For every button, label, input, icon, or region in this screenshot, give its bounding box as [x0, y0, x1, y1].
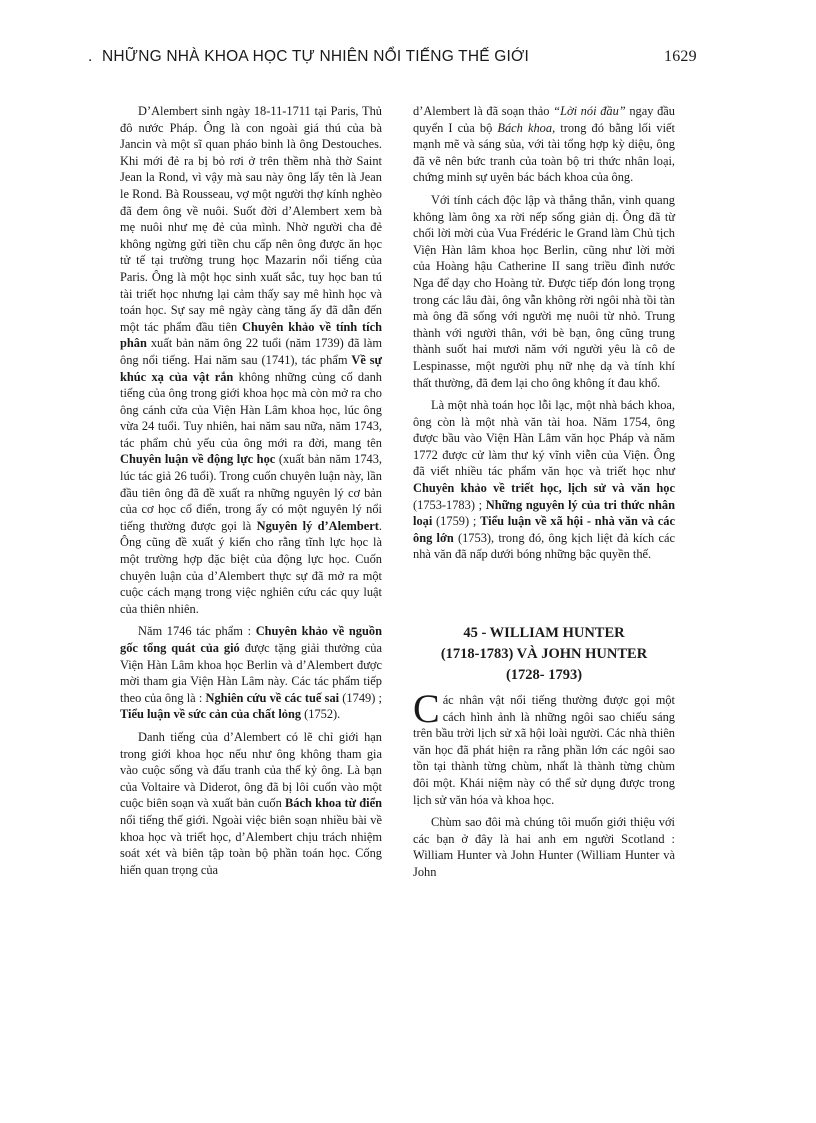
text-run: (1749) ;: [339, 690, 382, 705]
work-title: Chuyên khảo về triết học, lịch sử và văn học: [413, 481, 675, 496]
section-heading-line: 45 - WILLIAM HUNTER: [463, 625, 625, 642]
work-title: Chuyên luận về động lực học: [120, 452, 276, 467]
text-run: được tặng giải thưởng của Viện Hàn Lâm khoa học Berlin và d’Alembert được mời tham gia Viện Hàn Lâm này. Các tác phẩm tiếp theo của ông là :: [120, 641, 382, 705]
paragraph-literature: [413, 397, 675, 563]
work-title: Bách khoa từ điển: [285, 796, 382, 811]
section-heading-line: (1718-1783) VÀ JOHN HUNTER: [440, 646, 648, 663]
principle-name: Nguyên lý d’Alembert: [256, 518, 379, 533]
work-title: Chuyên khảo về nguồn gốc tổng quát của gió: [120, 624, 382, 655]
italic-title: “Lời nói đầu”: [553, 104, 626, 118]
text-run: Năm 1746 tác phẩm :: [138, 624, 256, 639]
text-run: không những củng cố danh tiếng của ông trong giới khoa học mà còn mở ra cho ông cánh cửa của Viện Hàn Lâm khoa học, lúc ông vừa 24 tuổi. Tuy nhiên, hai năm sau nữa, năm 1743, tác phẩm chủ yếu của ông mới ra đời, mang tên: [120, 369, 382, 450]
section-heading-line: (1728- 1793): [505, 667, 583, 684]
right-column: [413, 103, 675, 887]
work-title: Chuyên khảo về tính tích phân: [120, 319, 382, 351]
text-run: . Ông cũng đề xuất ý kiến cho rằng tĩnh lực học là một trường hợp đặc biệt của động lực học. Cuốn chuyên luận của d’Alembert thực sự đã mở ra một cuộc cách mạng trong việc nghiên cứu các quy luật của thiên nhiên.: [120, 518, 382, 616]
paragraph-dalembert-bio: [120, 103, 382, 617]
text-run: xuất bản năm ông 22 tuổi (năm 1739) đã làm ông nổi tiếng. Hai năm sau (1741), tác phẩm: [120, 336, 382, 367]
italic-title: Bách khoa: [497, 120, 553, 135]
text-run: (1759) ;: [432, 514, 481, 529]
paragraph-character: Với tính cách độc lập và thẳng thắn, vinh quang không làm ông xa rời nếp sống giản dị. Ông đã từ chối lời mời của Vua Frédéric le Grand làm Chủ tịch Viện Hàn lâm khoa học Berlin, cũng như lời mời của Hoàng hậu Catherine II sang triều đình nước Nga để dạy cho Hoàng tử. Được tiếp đón long trọng trong các lâu đài, ông vẫn không rời ngôi nhà tồi tàn mà ông đã sống với người mẹ nuôi từ nhỏ. Trung thành với người thân, với bè bạn, ông cũng trung thành suốt hai mươi năm với người yêu là cô de Lespinasse, một người phụ nữ nhẹ dạ và tính khí thất thường, đã đem lại cho ông không ít đau khổ.: [413, 192, 675, 390]
paragraph-double-star: Chùm sao đôi mà chúng tôi muốn giới thiệu với các bạn ở đây là hai anh em người Scotland : William Hunter và John Hunter (William Hunter và John: [413, 815, 675, 879]
left-column: [120, 103, 382, 884]
drop-cap: C: [413, 686, 440, 732]
section-heading: [413, 623, 675, 686]
work-title: Tiểu luận về sức cản của chất lỏng: [120, 707, 302, 722]
text-run: ngay đầu quyển I của bộ: [413, 104, 675, 135]
paragraph-preface: [413, 103, 675, 186]
paragraph-1746-works: [120, 623, 382, 723]
text-run: d’Alembert là đã soạn thảo: [413, 104, 554, 118]
text-run: nổi tiếng thế giới. Ngoài việc biên soạn nhiều bài về khoa học và triết học, d’Alembert chịu trách nhiệm soát xét và biên tập toàn bộ phần toán học. Cống hiến quan trọng của: [120, 812, 382, 877]
text-run: (1753-1783) ;: [413, 497, 486, 512]
page-header: [88, 48, 697, 72]
text-run: Là một nhà toán học lỗi lạc, một nhà bách khoa, ông còn là một nhà văn tài hoa. Năm 1754, ông được bầu vào Viện Hàn Lâm văn học Pháp và năm 1772 được cử làm thư ký vĩnh viễn của Viện. Ông đã viết nhiều tác phẩm văn học và triết học như: [413, 398, 675, 479]
running-title: NHỮNG NHÀ KHOA HỌC TỰ NHIÊN NỔI TIẾNG THẾ GIỚI: [102, 48, 530, 65]
text-run: ác nhân vật nổi tiếng thường được gọi một cách hình ảnh là những ngôi sao chiếu sáng trên bầu trời lịch sử xã hội loài người. Các nhà thiên văn học đã phát hiện ra rằng phần lớn các ngôi sao tồn tại thành từng chùm, nhất là thành từng chùm đôi một. Khái niệm này có thể sử dụng được trong lịch sử văn hóa và khoa học.: [413, 693, 675, 807]
text-run: Danh tiếng của d’Alembert có lẽ chỉ giới hạn trong giới khoa học nếu như ông không tham gia vào cuộc sống và đấu tranh của thế kỷ ông. Là bạn của Voltaire và Diderot, ông đã bị lôi cuốn vào một cuộc biên soạn và xuất bản cuốn: [120, 729, 382, 811]
text-run: (1752).: [301, 707, 341, 722]
paragraph-encyclopedia: [120, 729, 382, 878]
paragraph-intro-hunters: [413, 686, 675, 808]
text-run: , trong đó bằng lối viết mạnh mẽ và sáng sủa, với tài tổng hợp kỳ diệu, ông đã vẽ nên bức tranh của toàn bộ tri thức nhân loại, chứng minh sự uyên bác bách khoa của ông.: [413, 120, 675, 185]
work-title: Nghiên cứu về các tuế sai: [205, 690, 340, 705]
text-run: (xuất bản năm 1743, lúc tác giả 26 tuổi). Trong cuốn chuyên luận này, lần đầu tiên ông đã đề xuất ra những nguyên lý cơ bản của cơ học cổ điển, trong ấy có một nguyên lý nổi tiếng thường được gọi là: [120, 452, 383, 533]
page-number: 1629: [664, 48, 697, 65]
text-run: (1753), trong đó, ông kịch liệt đả kích các nhà văn đã nấp dưới bóng những bậc quyền thế.: [413, 530, 675, 562]
work-title: Những nguyên lý của tri thức nhân loại: [413, 497, 675, 529]
header-bullet: .: [88, 48, 93, 65]
text-run: D’Alembert sinh ngày 18-11-1711 tại Paris, Thủ đô nước Pháp. Ông là con ngoài giá thú của bà Jancin và một sĩ quan pháo binh là ông Destouches. Khi mới đẻ ra bị bỏ rơi ở trên thềm nhà thờ Saint Jean la Rond, vì vậy mà sau này ông lấy tên là Jean le Rond. Bà Rousseau, vợ một người thợ kính nghèo đã đem ông về nuôi. Suốt đời d’Alembert xem bà mẹ nuôi như mẹ đẻ của mình. Nhờ người cha đẻ không ngừng gửi tiền chu cấp nên ông được ăn học tử tế tại trường trung học Mazarin nổi tiếng của Paris. Ông là một học sinh xuất sắc, tuy học ban tú tài triết học nhưng lại cảm thấy say mê hình học và toán học. Sự say mê ngày càng tăng ấy đã dẫn đến một tác phẩm đầu tiên: [120, 104, 382, 334]
work-title: Tiểu luận về xã hội - nhà văn và các ông lớn: [413, 514, 675, 545]
work-title: Về sự khúc xạ của vật rắn: [120, 352, 382, 384]
